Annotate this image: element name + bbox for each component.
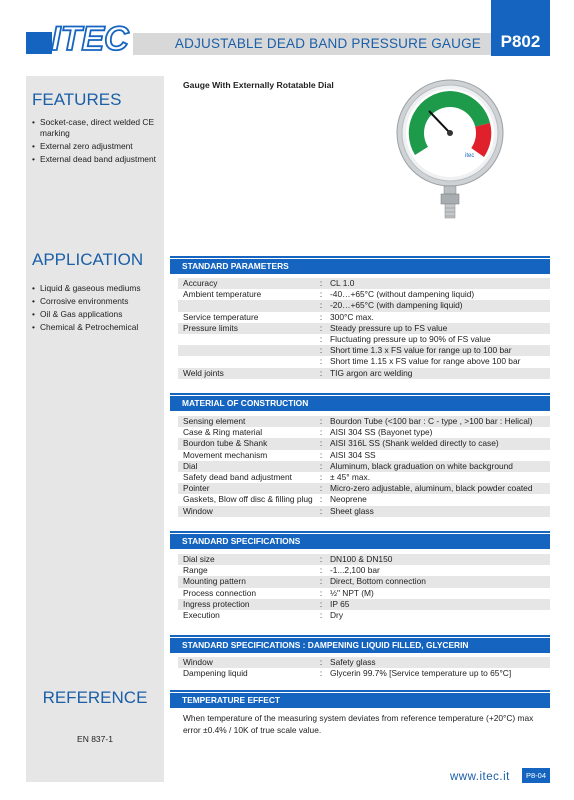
pressure-gauge-icon: [395, 75, 505, 235]
table-row: [178, 334, 550, 345]
application-list: [32, 283, 164, 335]
section-rule: [170, 531, 550, 533]
row-separator: :: [319, 668, 323, 679]
table-row: [178, 565, 550, 576]
row-label: [178, 334, 315, 345]
table-row: [178, 300, 550, 311]
row-separator: :: [315, 483, 327, 494]
logo-square: [26, 32, 52, 54]
table-row: [178, 312, 550, 323]
row-label: Execution: [183, 610, 220, 621]
row-separator: :: [319, 610, 323, 621]
row-label: Service temperature: [183, 311, 259, 322]
row-separator: :: [315, 300, 327, 311]
row-value: Glycerin 99.7% [Service temperature up to 65°C]: [330, 668, 512, 679]
row-label: Pressure limits: [178, 323, 315, 334]
material-table: [178, 416, 550, 517]
row-value: DN100 & DN150: [327, 554, 550, 565]
table-row: [178, 427, 550, 438]
application-heading: APPLICATION: [32, 250, 144, 269]
row-separator: :: [315, 461, 327, 472]
row-value: -1...2,100 bar: [330, 565, 380, 576]
row-value: Aluminum, black graduation on white background: [327, 461, 550, 472]
row-label: Mounting pattern: [178, 576, 315, 587]
table-row: [178, 657, 550, 668]
row-value: ± 45° max.: [330, 472, 371, 483]
itec-logo: [51, 14, 129, 58]
table-row: [178, 506, 550, 517]
features-list: [32, 117, 164, 167]
features-heading: FEATURES: [32, 90, 122, 109]
row-separator: :: [319, 356, 323, 367]
row-label: Dial: [178, 461, 315, 472]
row-value: 300°C max.: [330, 311, 374, 322]
row-value: Short time 1.15 x FS value for range above 100 bar: [330, 356, 521, 367]
table-row: [178, 472, 550, 483]
table-row: [178, 278, 550, 289]
svg-text:ITEC: ITEC: [51, 20, 129, 58]
section-rule: [170, 256, 550, 258]
table-row: [178, 323, 550, 334]
row-value: Neoprene: [330, 494, 367, 505]
table-row: [178, 599, 550, 610]
row-value: Sheet glass: [327, 506, 550, 517]
row-separator: :: [319, 289, 323, 300]
table-row: [178, 450, 550, 461]
sidebar: [26, 76, 164, 782]
list-item: • Oil & Gas applications: [32, 309, 164, 320]
table-row: [178, 368, 550, 379]
list-item: • External dead band adjustment: [32, 154, 164, 165]
row-separator: :: [315, 506, 327, 517]
row-value: Micro-zero adjustable, aluminum, black powder coated: [327, 483, 550, 494]
row-value: Fluctuating pressure up to 90% of FS value: [330, 334, 491, 345]
table-row: [178, 356, 550, 367]
standard-parameters-heading: STANDARD PARAMETERS: [170, 259, 550, 274]
row-label: Ingress protection: [178, 599, 315, 610]
section-rule: [170, 635, 550, 637]
subtitle: Gauge With Externally Rotatable Dial: [183, 80, 334, 90]
list-item: • Chemical & Petrochemical: [32, 322, 164, 333]
row-separator: :: [319, 494, 323, 505]
specifications-heading: STANDARD SPECIFICATIONS: [170, 534, 550, 549]
row-label: Dial size: [178, 554, 315, 565]
table-row: [178, 289, 550, 300]
list-item: • Socket-case, direct welded CE marking: [32, 117, 164, 139]
dampening-table: [178, 657, 550, 679]
table-row: [178, 483, 550, 494]
row-label: Window: [178, 506, 315, 517]
row-value: IP 65: [327, 599, 550, 610]
row-separator: :: [315, 599, 327, 610]
row-value: Dry: [330, 610, 344, 621]
row-separator: :: [315, 323, 327, 334]
row-label: Window: [178, 657, 315, 668]
row-label: Movement mechanism: [183, 449, 268, 460]
row-label: Weld joints: [178, 368, 315, 379]
row-separator: :: [319, 565, 323, 576]
temperature-text: When temperature of the measuring system deviates from reference temperature (+20°C) max error ±0.4% / 10K of true scale value.: [183, 713, 534, 735]
page-title: ADJUSTABLE DEAD BAND PRESSURE GAUGE: [133, 33, 491, 55]
row-separator: :: [315, 657, 327, 668]
row-separator: :: [319, 311, 323, 322]
row-label: Accuracy: [178, 278, 315, 289]
row-value: AISI 316L SS (Shank welded directly to case): [327, 438, 550, 449]
row-value: -40…+65°C (without dampening liquid): [330, 289, 475, 300]
model-badge: P802: [491, 0, 550, 56]
row-separator: :: [319, 472, 323, 483]
row-separator: :: [319, 334, 323, 345]
row-label: Process connection: [183, 587, 257, 598]
row-separator: :: [315, 278, 327, 289]
row-value: CL 1.0: [327, 278, 550, 289]
list-item: • Liquid & gaseous mediums: [32, 283, 164, 294]
row-separator: :: [319, 449, 323, 460]
row-label: Case & Ring material: [183, 427, 263, 438]
table-row: [178, 438, 550, 449]
material-heading: MATERIAL OF CONSTRUCTION: [170, 396, 550, 411]
row-value: AISI 304 SS (Bayonet type): [330, 427, 433, 438]
row-label: Safety dead band adjustment: [183, 472, 292, 483]
list-item: • Corrosive environments: [32, 296, 164, 307]
row-separator: :: [315, 576, 327, 587]
row-separator: :: [315, 438, 327, 449]
list-item: • External zero adjustment: [32, 141, 164, 152]
table-row: [178, 461, 550, 472]
row-label: Sensing element: [178, 416, 315, 427]
row-label: [178, 356, 315, 367]
page-number: P8-04: [522, 768, 550, 783]
specifications-table: [178, 554, 550, 621]
table-row: [178, 610, 550, 621]
table-row: [178, 668, 550, 679]
website-link[interactable]: www.itec.it: [450, 771, 510, 783]
svg-text:itec: itec: [465, 153, 475, 159]
reference-value: EN 837-1: [77, 734, 113, 744]
section-rule: [170, 690, 550, 692]
row-separator: :: [315, 416, 327, 427]
row-value: TIG argon arc welding: [327, 368, 550, 379]
row-label: Ambient temperature: [183, 289, 262, 300]
section-rule: [170, 393, 550, 395]
row-separator: :: [315, 345, 327, 356]
table-row: [178, 554, 550, 565]
row-value: AISI 304 SS: [330, 449, 376, 460]
row-value: Bourdon Tube (<100 bar : C - type , >100 bar : Helical): [327, 416, 550, 427]
row-value: -20…+65°C (with dampening liquid): [327, 300, 550, 311]
row-label: Range: [183, 565, 208, 576]
table-row: [178, 576, 550, 587]
row-label: Dampening liquid: [183, 668, 248, 679]
row-label: [178, 345, 315, 356]
row-separator: :: [315, 368, 327, 379]
row-separator: :: [315, 554, 327, 565]
row-label: Pointer: [178, 483, 315, 494]
table-row: [178, 416, 550, 427]
row-label: Gaskets, Blow off disc & filling plug: [183, 494, 313, 505]
row-value: Safety glass: [327, 657, 550, 668]
dampening-heading: STANDARD SPECIFICATIONS : DAMPENING LIQUID FILLED, GLYCERIN: [170, 638, 550, 653]
row-label: Bourdon tube & Shank: [178, 438, 315, 449]
row-label: [178, 300, 315, 311]
standard-parameters-table: [178, 278, 550, 379]
row-separator: :: [319, 427, 323, 438]
row-value: ½" NPT (M): [330, 587, 374, 598]
table-row: [178, 345, 550, 356]
row-separator: :: [319, 587, 323, 598]
reference-heading: REFERENCE: [42, 688, 148, 707]
row-value: Short time 1.3 x FS value for range up to 100 bar: [327, 345, 550, 356]
table-row: [178, 588, 550, 599]
table-row: [178, 494, 550, 505]
row-value: Steady pressure up to FS value: [327, 323, 550, 334]
row-value: Direct, Bottom connection: [327, 576, 550, 587]
temperature-heading: TEMPERATURE EFFECT: [170, 693, 550, 708]
